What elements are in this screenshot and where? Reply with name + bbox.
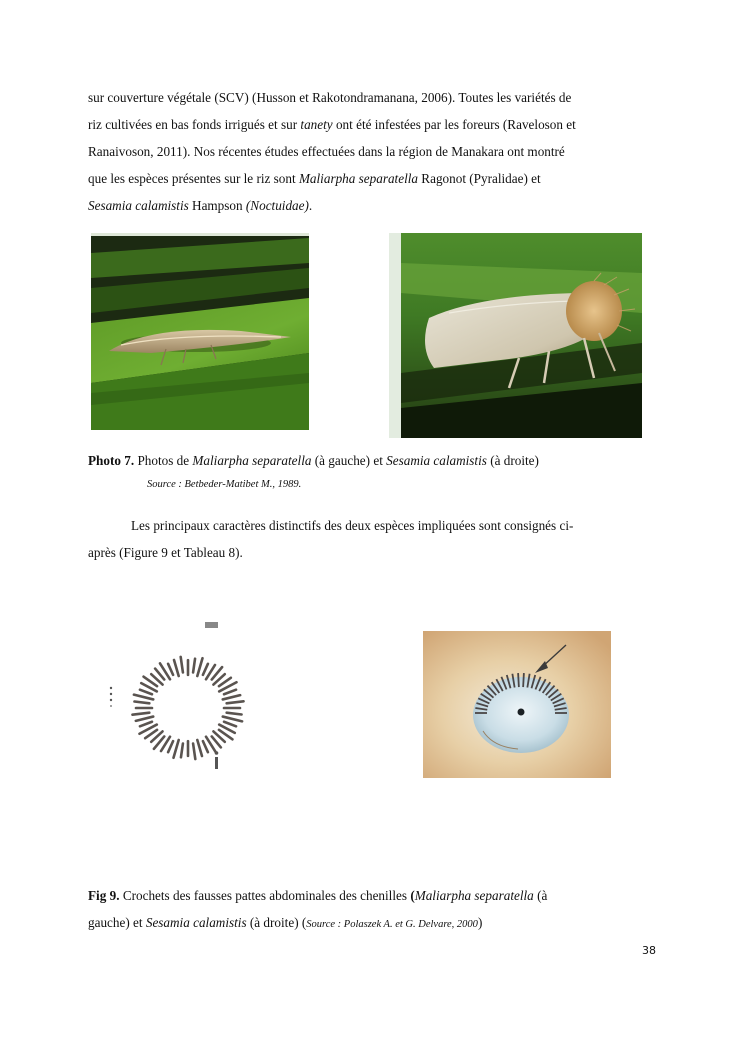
text-line: que les espèces présentes sur le riz sont	[88, 171, 299, 186]
species-name: Sesamia calamistis	[88, 198, 189, 213]
text-line: riz cultivées en bas fonds irrigués et sur	[88, 117, 301, 132]
text-italic: tanety	[300, 117, 333, 132]
crochet-hook	[134, 695, 153, 700]
photo-7-source: Source : Betbeder-Matibet M., 1989.	[147, 479, 302, 490]
crochet-hook	[132, 713, 149, 715]
crochet-hook	[181, 744, 183, 758]
crochet-hook	[140, 722, 152, 727]
caption-text: )	[477, 915, 483, 930]
caption-text: (à	[533, 888, 548, 903]
caption-label: Photo 7.	[88, 453, 135, 468]
crochet-hook	[174, 740, 179, 758]
caption-text: Photos de	[134, 453, 193, 468]
photo-sesamia-calamistis	[389, 233, 642, 438]
caption-text: gauche) et	[88, 915, 146, 930]
figure-crochets-maliarpha	[100, 612, 260, 782]
photo-7-caption	[88, 447, 658, 474]
crochet-hook	[181, 657, 183, 673]
text-line: Hampson	[188, 198, 246, 213]
crochet-hook	[197, 740, 202, 756]
crochet-hook	[168, 741, 173, 752]
text-line: Ranaivoson, 2011). Nos récentes études effectuées dans la région de Manakara ont montré	[88, 144, 565, 159]
crochet-hook	[224, 690, 236, 695]
crochet-hook	[193, 744, 195, 760]
moth-photo-right	[389, 233, 642, 438]
text-line: Ragonot (Pyralidae) et	[418, 171, 541, 186]
crochet-hook	[136, 717, 153, 721]
crochet-hook	[193, 659, 195, 673]
moth-photo-left	[91, 233, 309, 430]
text-line: ont été infestées par les foreurs (Raveloson et	[332, 117, 576, 132]
crochet-hook	[174, 660, 179, 676]
species-name: Maliarpha separatella	[192, 453, 312, 468]
caption-text: (à droite) (	[246, 915, 307, 930]
crochet-hook	[134, 702, 149, 704]
crochet-hook	[518, 673, 519, 687]
text-line: .	[308, 198, 313, 213]
caption-text: (à gauche) et	[311, 453, 387, 468]
crochet-hook	[203, 664, 208, 675]
crochet-hook	[168, 664, 173, 675]
crochet-hook	[197, 658, 202, 676]
caption-text: (à droite)	[486, 453, 539, 468]
species-name: Sesamia calamistis	[386, 453, 487, 468]
caption-text: (	[410, 888, 415, 903]
paragraph-distinctive	[88, 512, 656, 566]
crochet-hook	[523, 673, 524, 687]
text-line: sur couverture végétale (SCV) (Husson et Rakotondramanana, 2006). Toutes les variétés de	[88, 90, 572, 105]
figure-9-source: Source : Polaszek A. et G. Delvare, 2000	[306, 919, 478, 930]
crochet-hook	[203, 741, 208, 752]
crochet-hook	[227, 713, 242, 715]
family-name: (Noctuidae)	[245, 198, 309, 213]
crochet-hook	[223, 717, 242, 722]
crochet-hook	[223, 695, 240, 699]
figure-crochets-sesamia	[423, 631, 611, 778]
figure-9-caption	[88, 882, 656, 938]
crochet-hook	[224, 722, 236, 727]
photo-maliarpha-separatella	[91, 233, 309, 430]
crochet-hook	[140, 690, 152, 695]
crochet-photo	[423, 631, 611, 778]
caption-label: Fig 9.	[88, 888, 120, 903]
text-line: Les principaux caractères distinctifs des deux espèces impliquées sont consignés ci-	[131, 518, 574, 533]
crochet-hook	[227, 701, 244, 703]
crochet-ring-diagram	[100, 612, 260, 782]
species-name: Sesamia calamistis	[145, 915, 247, 930]
text-line: après (Figure 9 et Tableau 8).	[88, 545, 243, 560]
paragraph-intro	[88, 84, 656, 219]
caption-text: Crochets des fausses pattes abdominales des chenilles	[119, 888, 411, 903]
species-name: Maliarpha separatella	[298, 171, 418, 186]
species-name: Maliarpha separatella	[414, 888, 534, 903]
page-number: 38	[642, 944, 656, 957]
